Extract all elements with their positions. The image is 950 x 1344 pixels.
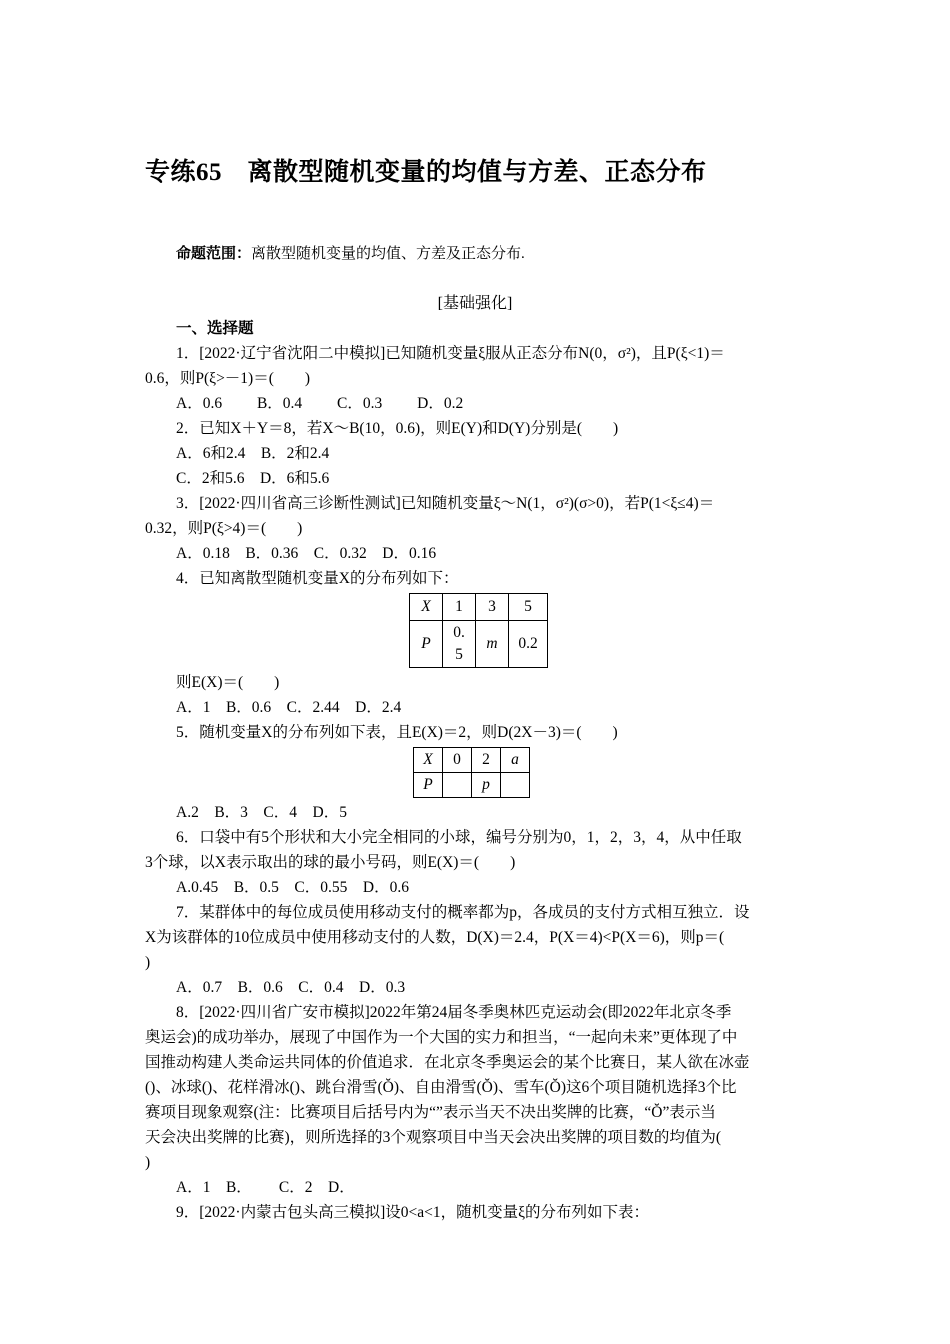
scope-text: 离散型随机变量的均值、方差及正态分布.: [251, 246, 525, 262]
distribution-table-1: [409, 593, 548, 668]
question-4-options: A．1 B．0.6 C．2.44 D．2.4: [176, 699, 402, 716]
question-1-line-1: 1．[2022·辽宁省沈阳二中模拟]已知随机变量ξ服从正态分布N(0，σ²)，且P(ξ<1)＝: [176, 345, 725, 362]
question-2-options-1: A．6和2.4 B．2和2.4: [176, 445, 330, 462]
table-row: [410, 594, 548, 621]
table-cell: P: [414, 773, 443, 798]
question-list: [145, 316, 810, 1225]
question-8-line-4: ()、冰球()、花样滑冰()、跳台滑雪(Ŏ)、自由滑雪(Ŏ)、雪车(Ŏ)这6个项目随机选择3个比: [145, 1079, 737, 1096]
distribution-table-2: [413, 747, 530, 798]
question-7-line-2: X为该群体的10位成员中使用移动支付的人数，D(X)＝2.4，P(X＝4)<P(X＝6)，则p＝(: [145, 929, 725, 946]
question-8-line-7: ): [145, 1154, 151, 1171]
table-cell: [501, 773, 530, 798]
question-3-line-1: 3．[2022·四川省高三诊断性测试]已知随机变量ξ～N(1，σ²)(σ>0)，若P(1<ξ≤4)＝: [176, 495, 715, 512]
question-3-options: A．0.18 B．0.36 C．0.32 D．0.16: [176, 545, 437, 562]
question-8-line-3: 国推动构建人类命运共同体的价值追求．在北京冬季奥运会的某个比赛日，某人欲在冰壶: [145, 1054, 750, 1071]
table-cell: X: [410, 594, 443, 621]
question-1-line-2: 0.6，则P(ξ>－1)＝( ): [145, 370, 311, 387]
question-8-line-1: 8．[2022·四川省广安市模拟]2022年第24届冬季奥林匹克运动会(即2022年北京冬季: [176, 1004, 732, 1021]
scope-label: 命题范围：: [176, 246, 252, 262]
question-8-line-6: 天会决出奖牌的比赛)，则所选择的3个观察项目中当天会决出奖牌的项目数的均值为(: [145, 1129, 722, 1146]
table-cell: [443, 773, 472, 798]
question-2: 2．已知X＋Y＝8，若X～B(10，0.6)，则E(Y)和D(Y)分别是( ): [176, 420, 619, 437]
question-7-line-3: ): [145, 954, 151, 971]
table-cell: 2: [472, 748, 501, 773]
question-6-line-2: 3个球，以X表示取出的球的最小号码，则E(X)＝( ): [145, 854, 516, 871]
table-cell: p: [472, 773, 501, 798]
question-8-line-2: 奥运会)的成功举办，展现了中国作为一个大国的实力和担当，“一起向未来”更体现了中: [145, 1029, 738, 1046]
table-cell: P: [410, 621, 443, 668]
question-7-options: A．0.7 B．0.6 C．0.4 D．0.3: [176, 979, 406, 996]
table-cell: 0: [443, 748, 472, 773]
scope-line: [176, 242, 525, 263]
table-row: [414, 748, 530, 773]
question-4: 4．已知离散型随机变量X的分布列如下：: [176, 570, 459, 587]
table-cell: a: [501, 748, 530, 773]
question-8-line-5: 赛项目现象观察(注：比赛项目后括号内为“”表示当天不决出奖牌的比赛，“Ŏ”表示当: [145, 1104, 716, 1121]
question-3-line-2: 0.32，则P(ξ>4)＝( ): [145, 520, 303, 537]
section-heading: [基础强化]: [437, 295, 513, 312]
question-9: 9．[2022·内蒙古包头高三模拟]设0<a<1，随机变量ξ的分布列如下表：: [176, 1204, 650, 1221]
table-cell: 0. 5: [443, 621, 476, 668]
page-title: 专练65 离散型随机变量的均值与方差、正态分布: [145, 159, 707, 186]
question-6-options: A.0.45 B．0.5 C．0.55 D．0.6: [176, 879, 409, 896]
question-8-options: A．1 B． C．2 D．: [176, 1179, 355, 1196]
question-1-options: A．0.6 B．0.4 C．0.3 D．0.2: [176, 395, 464, 412]
table-cell: 3: [476, 594, 509, 621]
table-cell: 1: [443, 594, 476, 621]
table-cell: 0.2: [509, 621, 548, 668]
question-2-options-2: C．2和5.6 D．6和5.6: [176, 470, 330, 487]
question-4-answer-line: 则E(X)＝( ): [176, 674, 280, 691]
table-row: [410, 621, 548, 668]
table-cell: X: [414, 748, 443, 773]
question-5: 5．随机变量X的分布列如下表，且E(X)＝2，则D(2X－3)＝( ): [176, 724, 618, 741]
question-5-options: A.2 B．3 C．4 D．5: [176, 804, 347, 821]
question-6-line-1: 6．口袋中有5个形状和大小完全相同的小球，编号分别为0，1，2，3，4，从中任取: [176, 829, 742, 846]
table-cell: m: [476, 621, 509, 668]
part-heading: 一、选择题: [176, 320, 254, 337]
question-7-line-1: 7．某群体中的每位成员使用移动支付的概率都为p，各成员的支付方式相互独立．设: [176, 904, 750, 921]
table-row: [414, 773, 530, 798]
table-cell: 5: [509, 594, 548, 621]
